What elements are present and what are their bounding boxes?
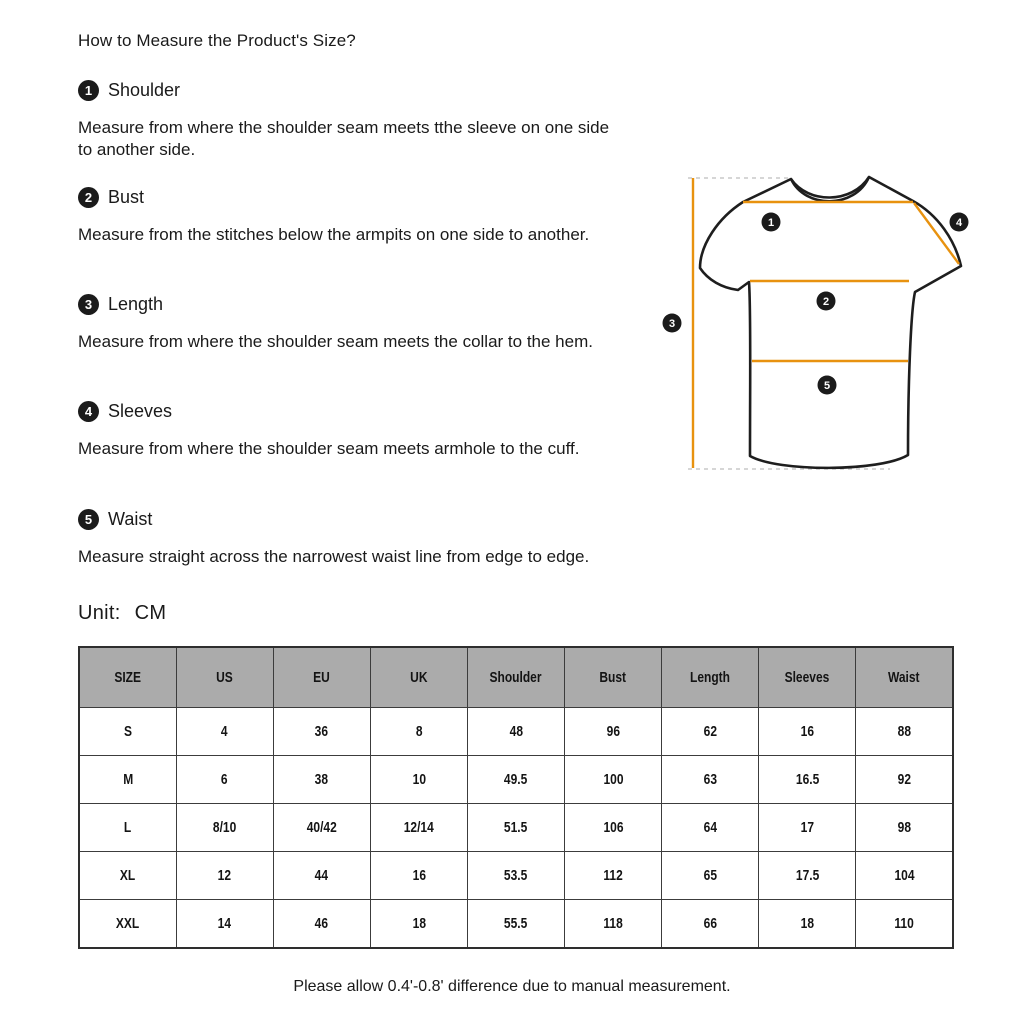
marker-3-icon bbox=[663, 314, 682, 333]
table-cell: 16.5 bbox=[759, 756, 856, 804]
section-description: Measure from where the shoulder seam meets armhole to the cuff. bbox=[78, 439, 580, 458]
table-cell: 12 bbox=[176, 852, 273, 900]
section-label: Shoulder bbox=[108, 80, 181, 100]
section-label: Bust bbox=[108, 187, 145, 207]
unit-line bbox=[78, 602, 166, 625]
table-cell: 112 bbox=[565, 852, 662, 900]
section-heading-shoulder bbox=[78, 80, 180, 101]
table-cell: 6 bbox=[176, 756, 273, 804]
table-cell: 104 bbox=[856, 852, 953, 900]
section-heading-bust bbox=[78, 187, 144, 208]
table-cell: 40/42 bbox=[273, 804, 370, 852]
svg-text:3: 3 bbox=[668, 318, 676, 330]
table-cell: 110 bbox=[856, 900, 953, 949]
table-cell: 4 bbox=[176, 708, 273, 756]
table-cell: S bbox=[79, 708, 176, 756]
table-cell: 66 bbox=[662, 900, 759, 949]
table-row-s bbox=[79, 708, 953, 756]
table-cell: 18 bbox=[759, 900, 856, 949]
table-cell: 16 bbox=[370, 852, 467, 900]
table-row-m bbox=[79, 756, 953, 804]
table-cell: 17 bbox=[759, 804, 856, 852]
table-cell: 8 bbox=[370, 708, 467, 756]
section-heading-length bbox=[78, 294, 163, 315]
table-cell: 62 bbox=[662, 708, 759, 756]
table-cell: 92 bbox=[856, 756, 953, 804]
svg-text:1: 1 bbox=[767, 217, 775, 229]
table-cell: 12/14 bbox=[370, 804, 467, 852]
marker-2-icon bbox=[817, 292, 836, 311]
table-cell: 51.5 bbox=[467, 804, 564, 852]
table-cell: 53.5 bbox=[467, 852, 564, 900]
table-cell: 88 bbox=[856, 708, 953, 756]
col-header-length: Length bbox=[662, 647, 759, 708]
col-header-shoulder: Shoulder bbox=[467, 647, 564, 708]
tshirt-measurement-diagram bbox=[650, 160, 1024, 490]
size-table bbox=[78, 646, 954, 949]
section-description: Measure from where the shoulder seam meets the collar to the hem. bbox=[78, 332, 593, 351]
unit-value: CM bbox=[134, 602, 167, 624]
table-cell: 16 bbox=[759, 708, 856, 756]
section-description: Measure straight across the narrowest waist line from edge to edge. bbox=[78, 547, 590, 566]
col-header-bust: Bust bbox=[565, 647, 662, 708]
svg-text:5: 5 bbox=[823, 380, 831, 392]
marker-1-icon bbox=[762, 213, 781, 232]
table-row-xl bbox=[79, 852, 953, 900]
table-cell: XL bbox=[79, 852, 176, 900]
table-cell: 14 bbox=[176, 900, 273, 949]
table-row-xxl bbox=[79, 900, 953, 949]
number-badge-4-icon: 4 bbox=[78, 401, 99, 422]
number-badge-5-icon: 5 bbox=[78, 509, 99, 530]
table-cell: 8/10 bbox=[176, 804, 273, 852]
section-label: Length bbox=[108, 294, 164, 314]
table-cell: 38 bbox=[273, 756, 370, 804]
table-cell: 48 bbox=[467, 708, 564, 756]
table-cell: 96 bbox=[565, 708, 662, 756]
table-cell: 118 bbox=[565, 900, 662, 949]
table-cell: 44 bbox=[273, 852, 370, 900]
section-heading-waist bbox=[78, 509, 152, 530]
svg-text:2: 2 bbox=[822, 296, 830, 308]
table-cell: 18 bbox=[370, 900, 467, 949]
section-label: Sleeves bbox=[108, 401, 173, 421]
size-table-header-row bbox=[79, 647, 953, 708]
section-label: Waist bbox=[108, 509, 153, 529]
measurement-tolerance-note: Please allow 0.4'-0.8' difference due to manual measurement. bbox=[293, 978, 731, 995]
table-cell: 100 bbox=[565, 756, 662, 804]
table-cell: 98 bbox=[856, 804, 953, 852]
table-cell: M bbox=[79, 756, 176, 804]
section-description: Measure from where the shoulder seam meets tthe sleeve on one side to another side. bbox=[78, 118, 610, 159]
number-badge-3-icon: 3 bbox=[78, 294, 99, 315]
tshirt-outline bbox=[700, 177, 961, 468]
table-cell: 17.5 bbox=[759, 852, 856, 900]
table-cell: 36 bbox=[273, 708, 370, 756]
table-cell: L bbox=[79, 804, 176, 852]
col-header-waist: Waist bbox=[856, 647, 953, 708]
col-header-size: SIZE bbox=[79, 647, 176, 708]
number-badge-2-icon: 2 bbox=[78, 187, 99, 208]
table-cell: 55.5 bbox=[467, 900, 564, 949]
unit-label: Unit: bbox=[78, 602, 121, 624]
section-description: Measure from the stitches below the armpits on one side to another. bbox=[78, 225, 590, 244]
col-header-us: US bbox=[176, 647, 273, 708]
table-cell: 63 bbox=[662, 756, 759, 804]
page-title: How to Measure the Product's Size? bbox=[78, 31, 356, 50]
table-row-l bbox=[79, 804, 953, 852]
marker-5-icon bbox=[818, 376, 837, 395]
table-cell: 10 bbox=[370, 756, 467, 804]
col-header-uk: UK bbox=[370, 647, 467, 708]
table-cell: 49.5 bbox=[467, 756, 564, 804]
table-cell: 65 bbox=[662, 852, 759, 900]
table-cell: 64 bbox=[662, 804, 759, 852]
table-cell: 46 bbox=[273, 900, 370, 949]
col-header-eu: EU bbox=[273, 647, 370, 708]
table-cell: XXL bbox=[79, 900, 176, 949]
number-badge-1-icon: 1 bbox=[78, 80, 99, 101]
table-cell: 106 bbox=[565, 804, 662, 852]
svg-text:4: 4 bbox=[955, 217, 963, 229]
marker-4-icon bbox=[950, 213, 969, 232]
col-header-sleeves: Sleeves bbox=[759, 647, 856, 708]
section-heading-sleeves bbox=[78, 401, 172, 422]
